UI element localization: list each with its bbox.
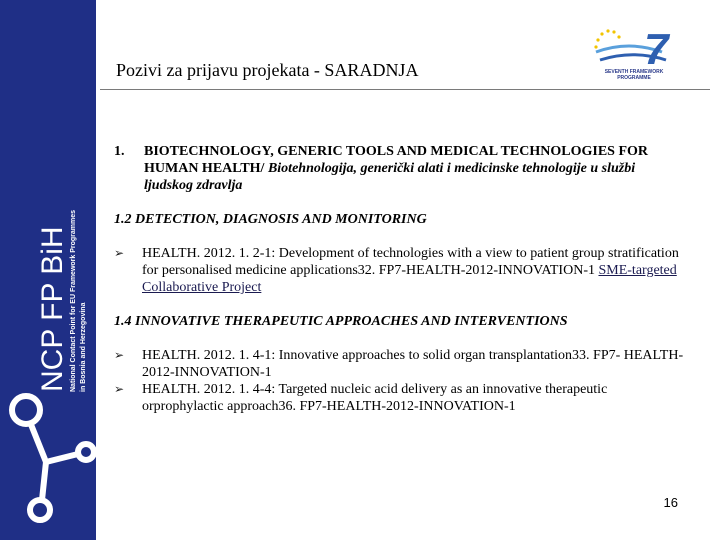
numbered-item: [114, 143, 684, 194]
arrow-bullet-icon: ➢: [114, 348, 125, 362]
sidebar-brand-text: NCP FP BiH: [36, 226, 69, 392]
fp7-caption-line-1: SEVENTH FRAMEWORK: [604, 69, 664, 75]
arrow-bullet-icon: ➢: [114, 246, 125, 260]
fp7-caption: [588, 69, 680, 81]
list-item: [114, 381, 684, 415]
molecule-icon: [12, 396, 94, 520]
section-heading-1-2: 1.2 DETECTION, DIAGNOSIS AND MONITORING: [114, 212, 427, 227]
list-item: [114, 347, 684, 381]
item-number: 1.: [114, 144, 125, 159]
arrow-bullet-icon: ➢: [114, 382, 125, 396]
sidebar: [0, 0, 96, 540]
sidebar-tagline-1: National Contact Point for EU Framework Programmes: [70, 209, 77, 392]
bullet-text: HEALTH. 2012. 1. 4-4: Targeted nucleic acid delivery as an innovative therapeutic orprophylactic approach36. FP7-HEALTH-2012-INNOVATION-1: [142, 382, 608, 414]
page-number: 16: [663, 495, 678, 510]
list-item: [114, 245, 684, 296]
fp7-caption-line-2: PROGRAMME: [617, 75, 651, 81]
ncp-brand-graphic: [0, 0, 96, 540]
slide-content: [114, 143, 684, 415]
bullet-text: HEALTH. 2012. 1. 4-1: Innovative approaches to solid organ transplantation33. FP7- HEALTH-2012-INNOVATION-1: [142, 348, 684, 380]
item-bold-text: BIOTECHNOLOGY, GENERIC TOOLS AND MEDICAL TECHNOLOGIES FOR HUMAN HEALTH/: [144, 144, 648, 176]
page-title: Pozivi za prijavu projekata - SARADNJA: [116, 60, 419, 80]
sme-project-link[interactable]: SME-targeted Collaborative Project: [142, 263, 677, 295]
fp7-logo-number: 7: [644, 25, 669, 74]
bullet-text: HEALTH. 2012. 1. 2-1: Development of technologies with a view to patient group stratification for personalised medicine applications32. FP7-HEALTH-2012-INNOVATION-1: [142, 246, 679, 278]
item-italic-text: Biotehnologija, generički alati i medicinske tehnologije u službi ljudskog zdravlja: [144, 161, 636, 193]
sidebar-tagline-2: in Bosnia and Herzegovina: [80, 302, 87, 392]
section-heading-1-4: 1.4 INNOVATIVE THERAPEUTIC APPROACHES AND INTERVENTIONS: [114, 314, 568, 329]
